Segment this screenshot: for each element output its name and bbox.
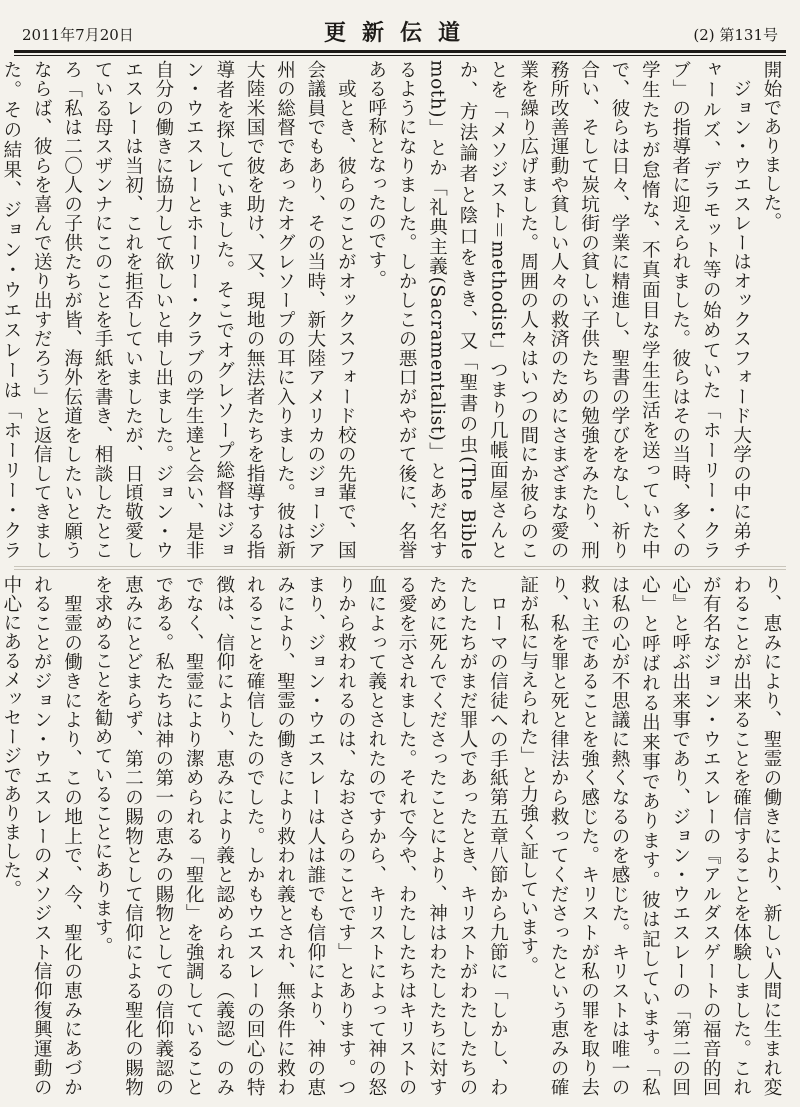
paragraph: 開始でありました。: [761, 60, 782, 232]
tier-divider: [14, 569, 786, 570]
paragraph: り、恵みにより、聖霊の働きにより、新しい人間に生まれ変わることが出来ることを確信することを体験しました。これが有名なジョン・ウエスレーの『アルダスゲートの福音的回心』と呼ぶ出来事であり、ジョン・ウエスレーの「第二の回心」と呼ばれる出来事であります。彼は記しています。「私は私の心が不思議に熱くなるのを感じた。キリストは唯一の救い主であることを強く感じた。キリストが私の罪を取り去り、私を罪と死と律法から救ってくださったという恵みの確証が私に与えられた」と力強く証しています。: [517, 575, 782, 1097]
article-lower-tier: [0, 575, 786, 1097]
tier-divider: [14, 566, 786, 567]
header-rule-thick: [14, 50, 786, 53]
issue-date: 2011年7月20日: [22, 26, 134, 44]
page-header: [14, 16, 786, 48]
paragraph: ジョン・ウエスレーはオックスフォード大学の中に弟チャールズ、デラモット等の始めていた「ホーリー・クラブ」の指導者に迎えられました。彼らはその当時、多くの学生たちが怠惰な、不真面目な学生生活を送っていた中で、彼らは日々、学業に精進し、聖書の学びをなし、祈り合い、そして炭坑街の貧しい子供たちの勉強をみたり、刑務所改善運動や貧しい人々の救済のためにさまざまな愛の業を繰り広げました。周囲の人々はいつの間にか彼らのことを「メソジスト＝methodist」つまり几帳面屋さんとか、方法論者と陰口をきき、又「聖書の虫(The Bible moth)」とか「礼典主義(Sacramentalist)」とあだ名するようになりました。しかしこの悪口がやがて後に、名誉ある呼称となったのです。: [365, 60, 752, 560]
issue-number: (2) 第131号: [693, 26, 778, 44]
paragraph: 聖霊の働きにより、この地上で、今、聖化の恵みにあづかれることがジョン・ウエスレーのメソジスト信仰復興運動の中心にあるメッセージでありました。: [0, 575, 83, 1097]
header-rule-thin: [14, 55, 786, 56]
paragraph: ローマの信徒への手紙第五章八節から九節に「しかし、わたしたちがまだ罪人であったとき、キリストがわたしたちのために死んでくださったことにより、神はわたしたちに対する愛を示されました。それで今や、わたしたちはキリストの血によって義とされたのですから、キリストによって神の怒りから救われるのは、なおさらのことです」とあります。つまり、ジョン・ウエスレーは人は誰でも信仰により、神の恵みにより、聖霊の働きにより救われ義とされ、無条件に救われることを確信したのでした。しかもウエスレーの回心の特徴は、信仰により、恵みにより義と認められる（義認）のみでなく、聖霊により潔められる「聖化」を強調していることである。私たちは神の第一の恵みの賜物としての信仰義認の恵みにとどまらず、第二の賜物として信仰による聖化の賜物を求めることを勧めていることにあります。: [92, 575, 509, 1097]
newsletter-title: 更新伝道: [323, 20, 476, 46]
article-upper-tier: [0, 60, 786, 560]
paragraph: 或とき、彼らのことがオックスフォード校の先輩で、国会議員でもあり、その当時、新大陸アメリカのジョージア州の総督であったオグレソープの耳に入りました。彼は新大陸米国で彼を助け、又、現地の無法者たちを指導する指導者を探していました。そこでオグレソープ総督はジョン・ウエスレーとホーリー・クラブの学生達と会い、是非自分の働きに協力して欲しいと申し出ました。ジョン・ウエスレーは当初、これを拒否していましたが、日頃敬愛している母スザンナにこのことを手紙を書き、相談したところ「私は二〇人の子供たちが皆、海外伝道をしたいと願うならば、彼らを喜んで送り出すだろう」と返信してきました。その結果、ジョン・ウエスレーは「ホーリー・クラ: [0, 60, 357, 560]
